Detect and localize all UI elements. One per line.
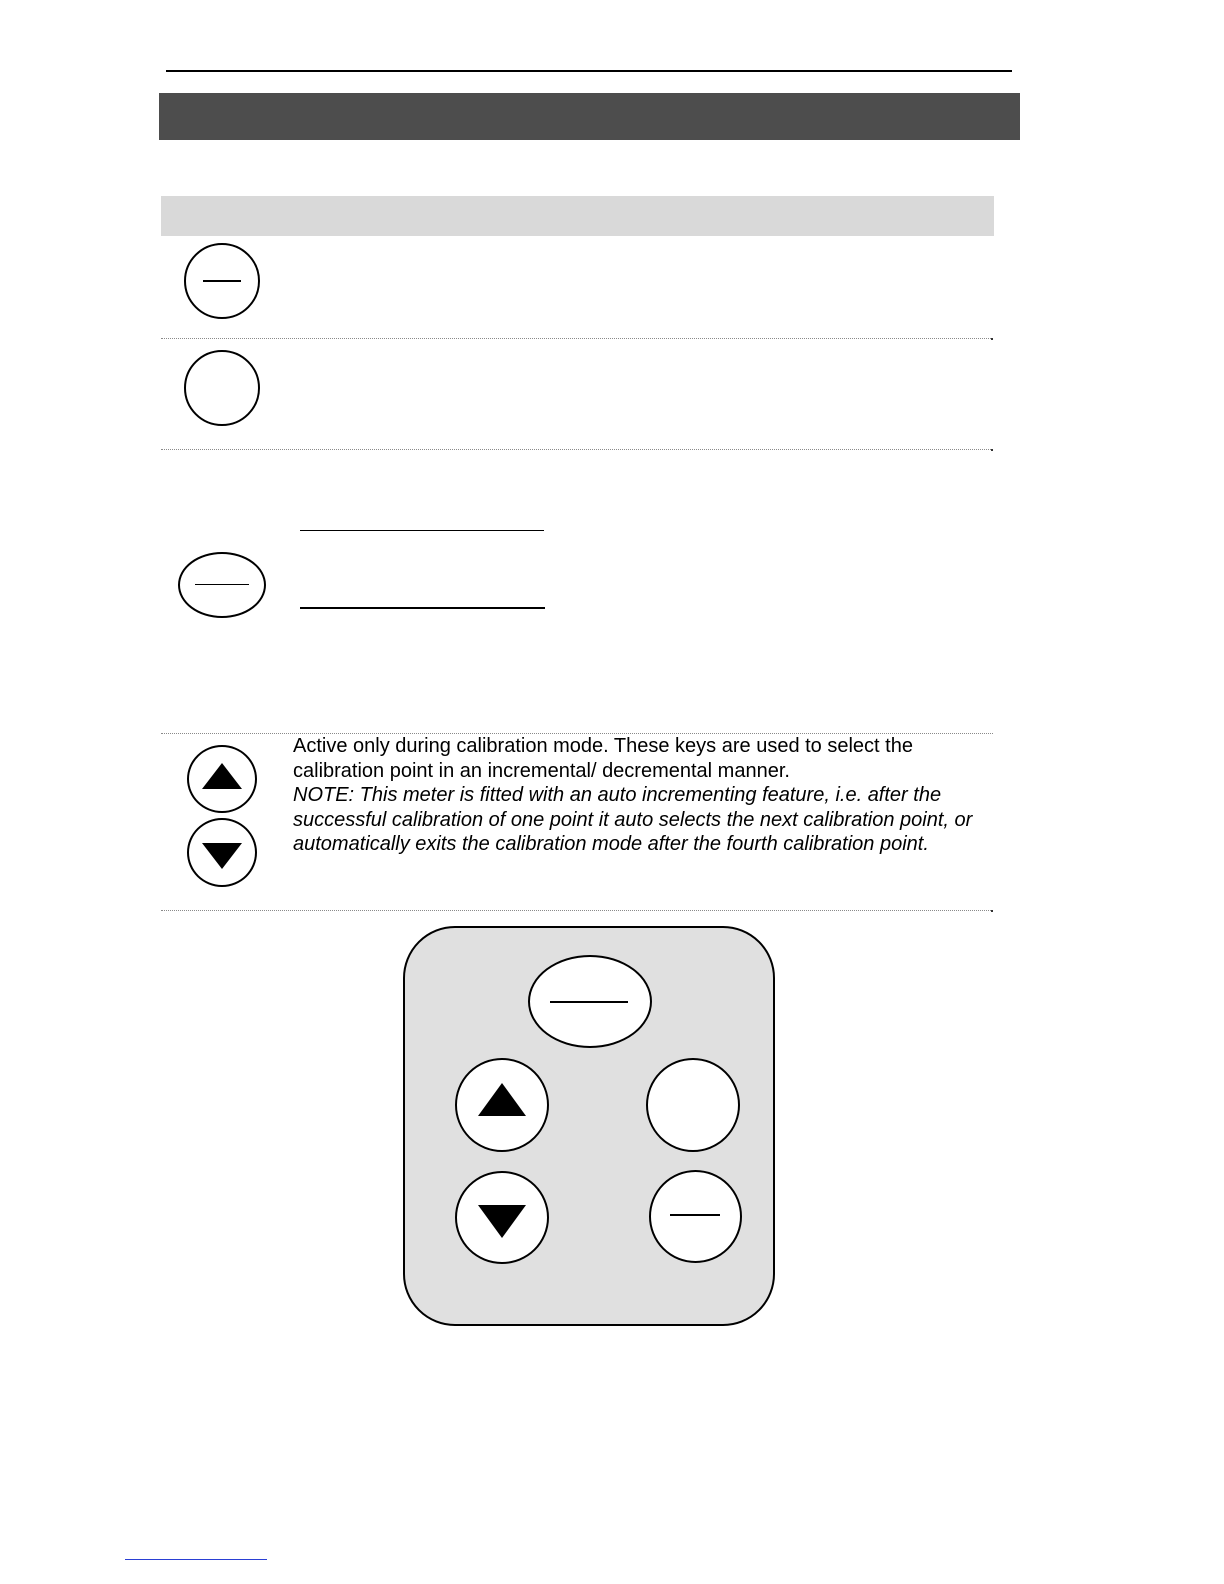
blank-key-icon bbox=[184, 350, 260, 426]
key-table-header bbox=[161, 196, 994, 236]
dash-key-icon bbox=[184, 243, 260, 319]
down-arrow-key-icon bbox=[187, 818, 257, 887]
up-arrow-key-icon bbox=[187, 745, 257, 813]
top-rule bbox=[166, 70, 1012, 72]
keypad-illustration bbox=[403, 926, 775, 1326]
keypad-up-arrow-key bbox=[455, 1058, 549, 1152]
footer-link-rule bbox=[125, 1559, 267, 1560]
arrow-keys-text: Active only during calibration mode. These keys are used to select the calibration point in an incremental/ decremental manner. bbox=[293, 735, 913, 782]
keypad-blank-key bbox=[646, 1058, 740, 1152]
row-divider-end bbox=[991, 910, 993, 912]
row-divider bbox=[161, 449, 993, 450]
row-divider-end bbox=[991, 338, 993, 340]
text-underline bbox=[300, 607, 545, 609]
row-divider-end bbox=[991, 449, 993, 451]
oval-enter-key-icon bbox=[178, 552, 266, 618]
arrow-keys-note: NOTE: This meter is fitted with an auto incrementing feature, i.e. after the successful calibration of one point it auto selects the next calibration point, or automatically exits the calibration mode after the fourth calibration point. bbox=[293, 784, 973, 855]
text-underline bbox=[300, 530, 544, 531]
row-divider bbox=[161, 910, 993, 911]
keypad-down-arrow-key bbox=[455, 1171, 549, 1264]
keypad-enter-key bbox=[528, 955, 652, 1048]
section-title-bar bbox=[159, 93, 1020, 140]
keypad-minus-key bbox=[649, 1170, 742, 1263]
arrow-keys-description bbox=[293, 734, 993, 857]
row-divider bbox=[161, 338, 993, 339]
